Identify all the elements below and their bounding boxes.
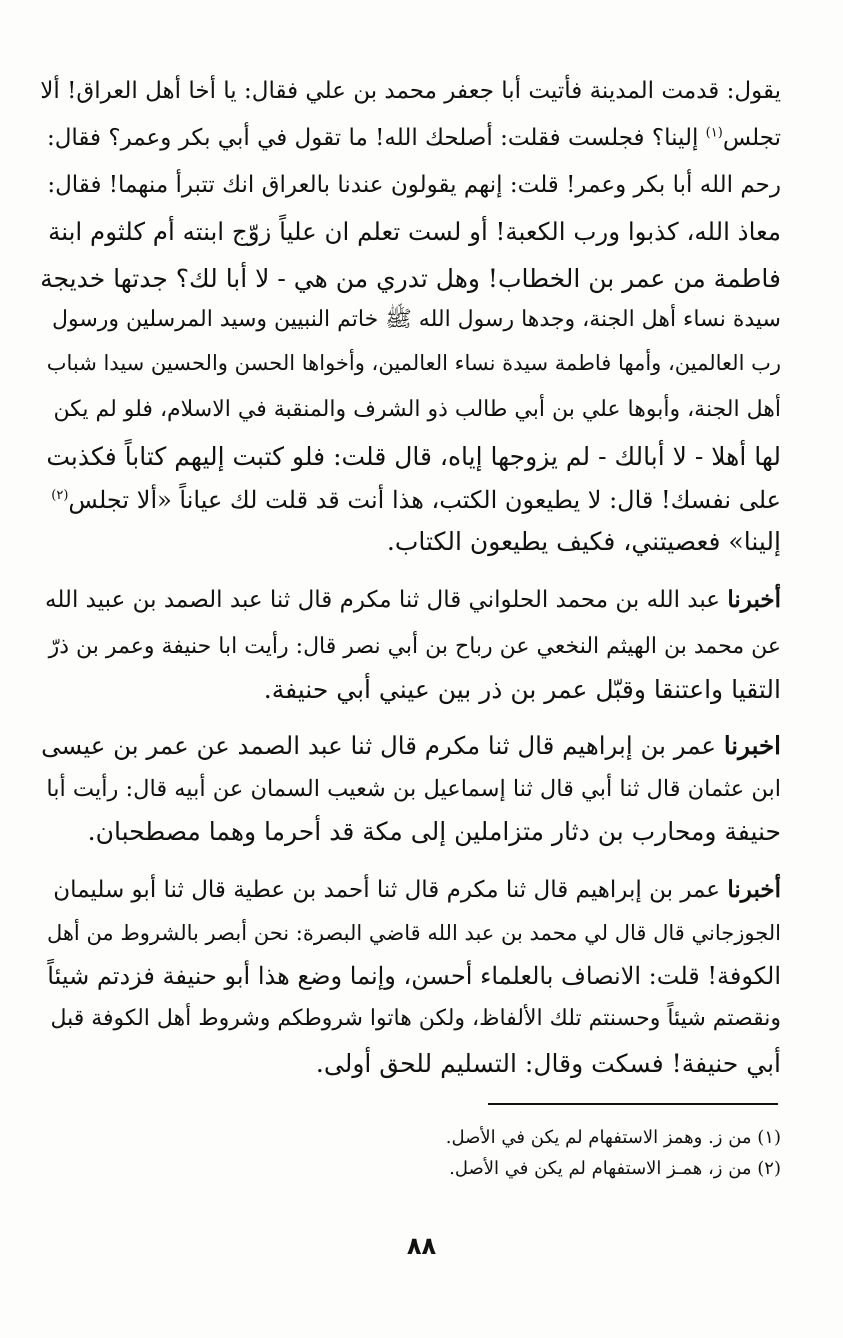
footnote-marker: (٢) <box>51 488 69 503</box>
text-line: معاذ الله، كذبوا ورب الكعبة! أو لست تعلم ان علياً زوّج ابنته أم كلثوم ابنة <box>48 217 781 246</box>
text-line: يقول: قدمت المدينة فأتيت أبا جعفر محمد بن علي فقال: يا أخا أهل العراق! ألا <box>40 78 781 104</box>
text-run: على نفسك! قال: لا يطيعون الكتب، هذا أنت قد قلت لك عياناً «ألا <box>136 486 781 514</box>
text-line: التقيا واعتنقا وقبّل عمر بن ذر بين عيني أبي حنيفة. <box>263 675 781 704</box>
text-line: سيدة نساء أهل الجنة، وجدها رسول الله ﷺ خاتم النبيين وسيد المرسلين ورسول <box>52 307 781 332</box>
text-line: حنيفة ومحارب بن دثار متزاملين إلى مكة قد أحرما وهما مصطحبان. <box>87 817 781 846</box>
footnote-separator <box>488 1103 778 1105</box>
footnote: (٢) من ز، همـز الاستفهام لم يكن في الأصل. <box>449 1158 781 1179</box>
text-line: ونقصتم شيئاً وحسنتم تلك الألفاظ، ولكن هاتوا شروطكم وشروط أهل الكوفة قبل <box>50 1006 781 1031</box>
footnote-marker: (١) <box>705 125 723 141</box>
paragraph-lead: أخبرنا <box>727 876 781 903</box>
text-line <box>51 480 781 520</box>
text-run: إلينا؟ فجلست فقلت: أصلحك الله! ما تقول في أبي بكر وعمر؟ فقال: <box>46 125 699 151</box>
text-line: لها أهلا - لا أبالك - لم يزوجها إياه، قال قلت: فلو كتبت إليهم كتاباً فكذبت <box>46 442 781 471</box>
text-line <box>53 870 781 910</box>
text-line: الجوزجاني قال قال لي محمد بن عبد الله قاضي البصرة: نحن أبصر بالشروط من أهل <box>46 921 781 945</box>
page-number: ٨٨ <box>406 1232 437 1260</box>
text-run: عمر بن إبراهيم قال ثنا مكرم قال ثنا عبد الصمد عن عمر بن عيسى <box>41 731 717 760</box>
text-line: إلينا» فعصيتني، فكيف يطيعون الكتاب. <box>386 527 781 556</box>
paragraph-lead: أخبرنا <box>727 586 781 613</box>
text-line: الكوفة! قلت: الانصاف بالعلماء أحسن، وإنما وضع هذا أبو حنيفة فزدتم شيئاً <box>47 962 781 990</box>
text-line: ابن عثمان قال ثنا أبي قال ثنا إسماعيل بن شعيب السمان عن أبيه قال: رأيت أبا <box>46 776 781 802</box>
footnote: (١) من ز. وهمز الاستفهام لم يكن في الأصل. <box>445 1127 781 1148</box>
paragraph-lead: اخبرنا <box>723 731 781 760</box>
text-run: عمر بن إبراهيم قال ثنا مكرم قال ثنا أحمد بن عطية قال ثنا أبو سليمان <box>53 877 721 903</box>
text-line <box>47 118 781 158</box>
word: تجلس <box>722 125 781 151</box>
text-line <box>45 580 781 620</box>
text-line: أهل الجنة، وأبوها علي بن أبي طالب ذو الشرف والمنقبة في الاسلام، فلو لم يكن <box>53 397 781 422</box>
text-line <box>41 726 781 766</box>
text-line: أبي حنيفة! فسكت وقال: التسليم للحق أولى. <box>315 1049 781 1078</box>
text-run: عبد الله بن محمد الحلواني قال ثنا مكرم قال ثنا عبد الصمد بن عبيد الله <box>44 587 721 613</box>
text-line: عن محمد بن الهيثم النخعي عن رباح بن أبي نصر قال: رأيت ابا حنيفة وعمر بن ذرّ <box>48 634 781 659</box>
text-line: رحم الله أبا بكر وعمر! قلت: إنهم يقولون عندنا بالعراق انك تتبرأ منهما! فقال: <box>47 172 781 198</box>
text-line: فاطمة من عمر بن الخطاب! وهل تدري من هي - لا أبا لك؟ جدتها خديجة <box>40 264 781 293</box>
text-line: رب العالمين، وأمها فاطمة سيدة نساء العالمين، وأخواها الحسن والحسين سيدا شباب <box>46 351 781 375</box>
word: تجلس <box>68 486 130 514</box>
